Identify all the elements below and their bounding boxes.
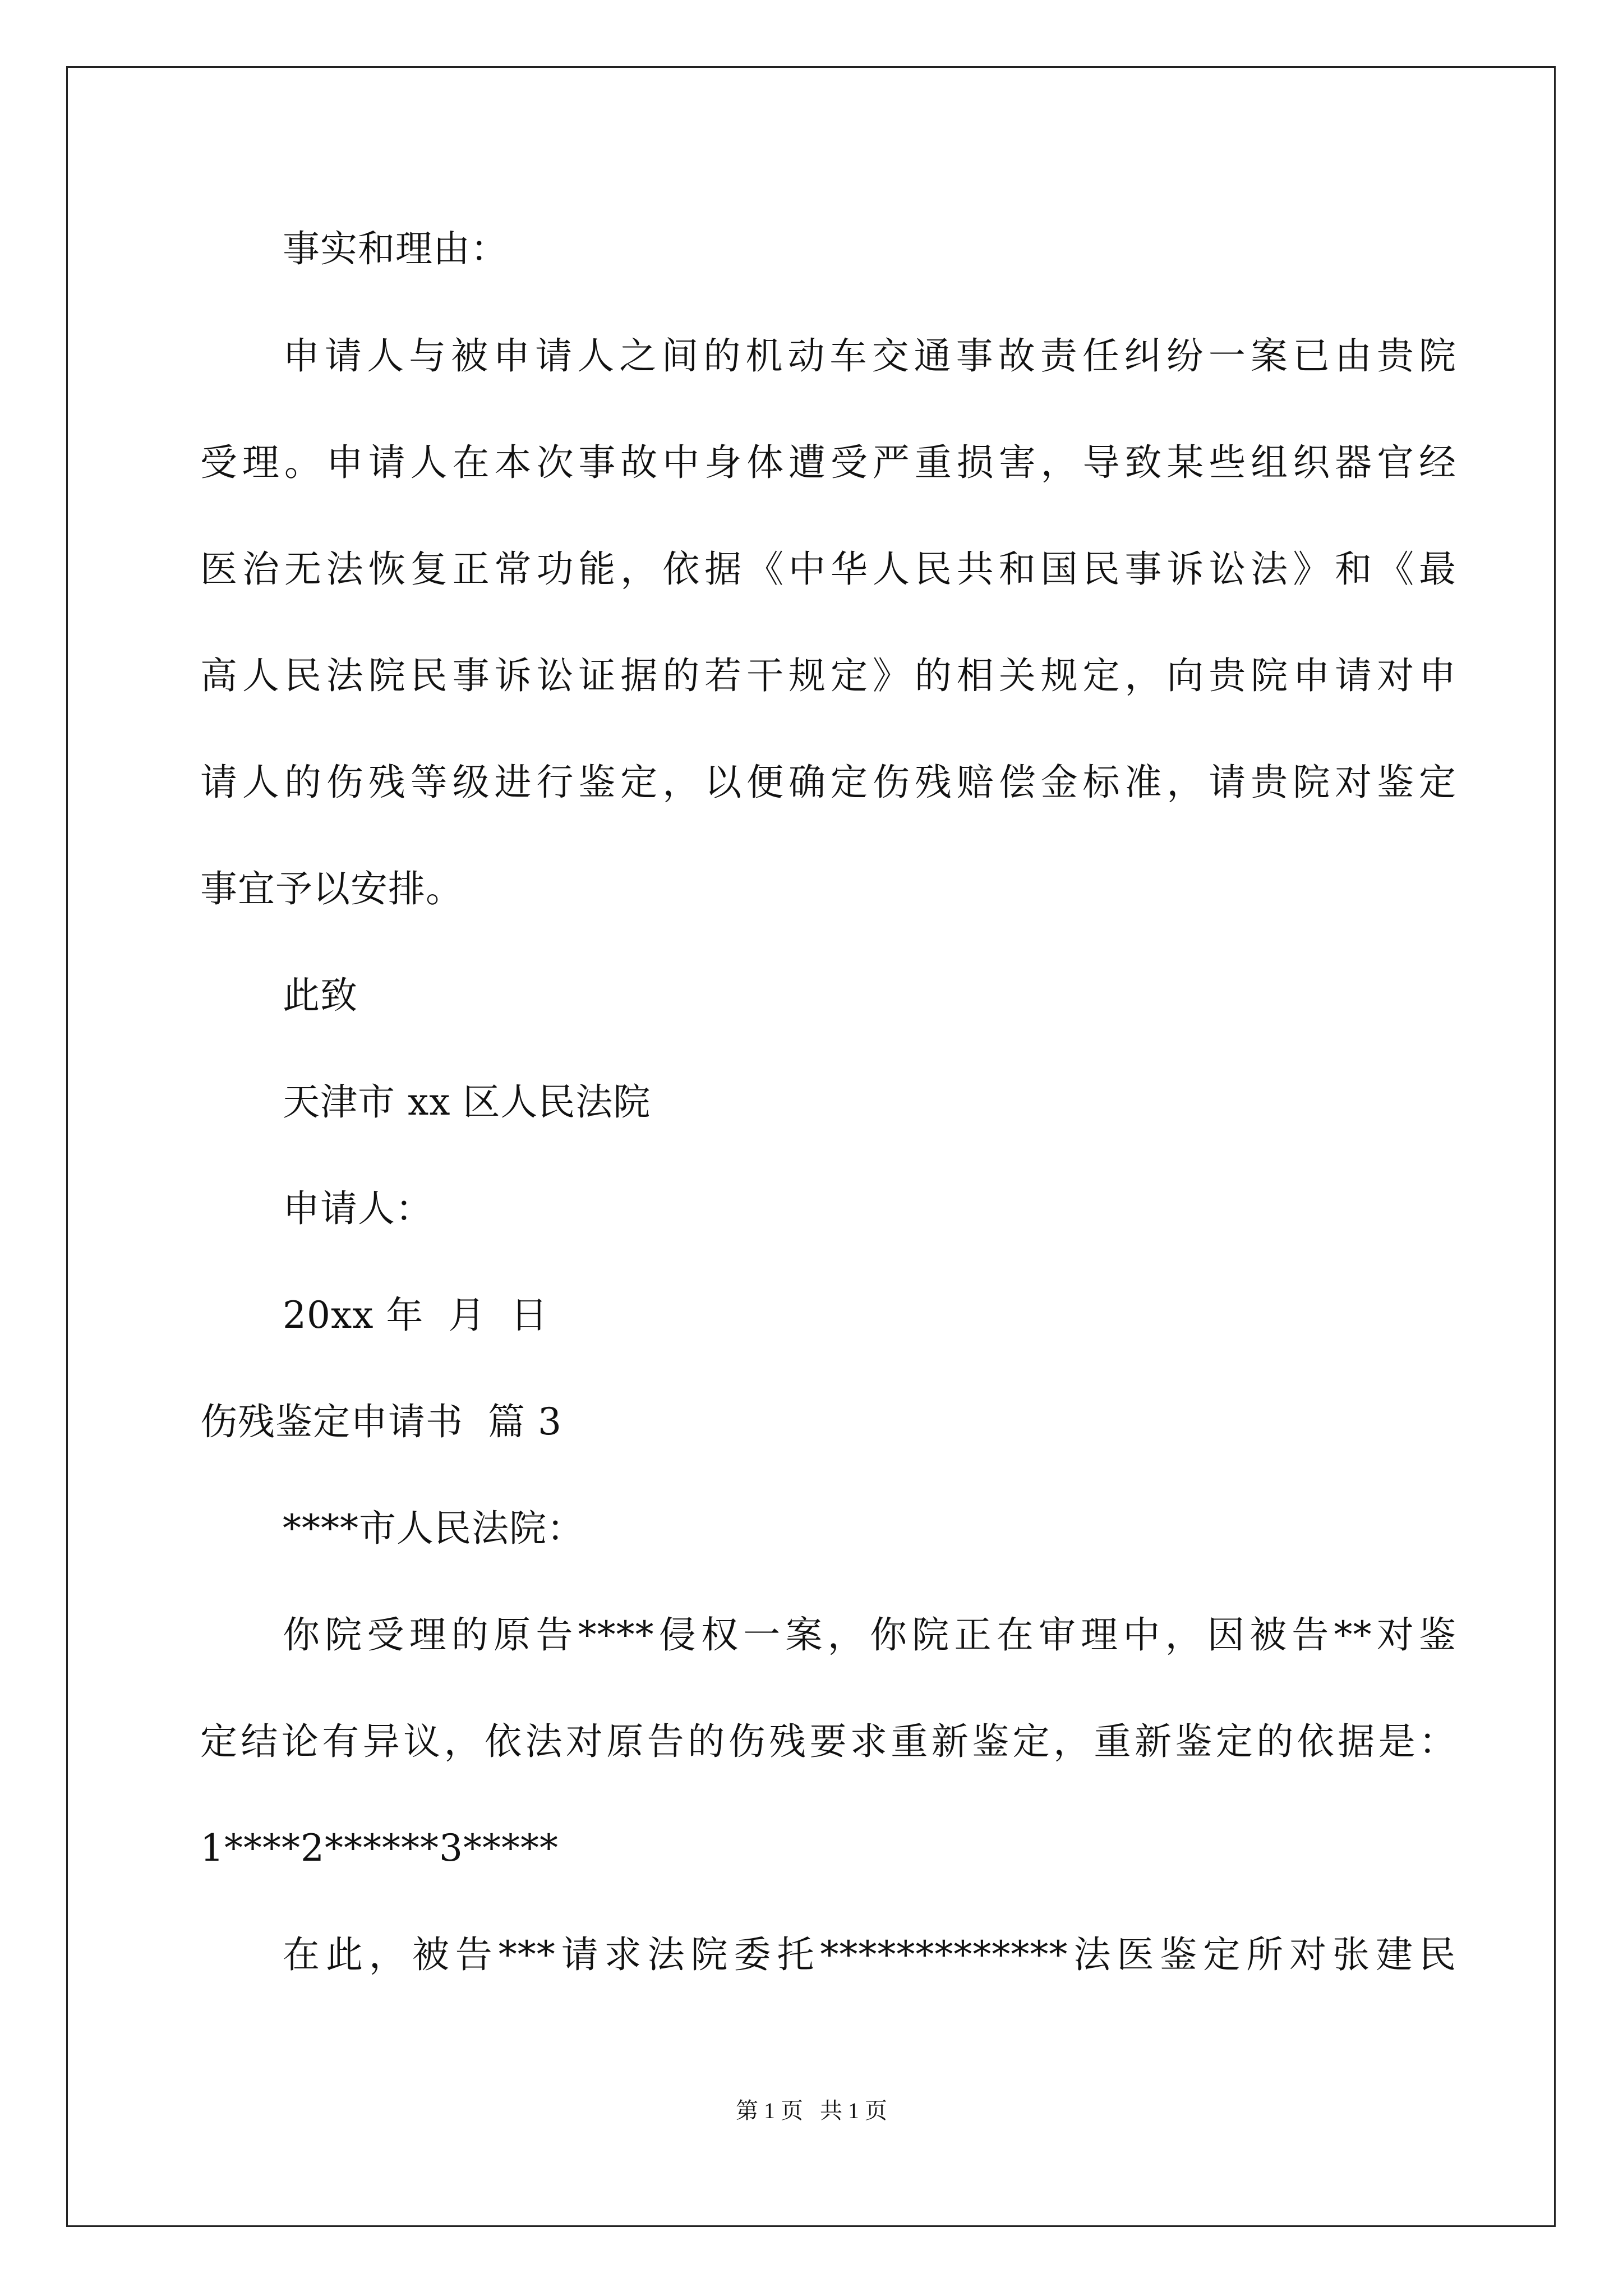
page-border xyxy=(66,66,1556,2227)
page-footer xyxy=(0,2097,1623,2125)
section-title: 伤残鉴定申请书 篇 3 xyxy=(200,1400,562,1443)
recipient-court: 天津市 xx 区人民法院 xyxy=(283,1080,651,1124)
paragraph-line: 你院受理的原告****侵权一案，你院正在审理中，因被告**对鉴 xyxy=(283,1613,1456,1657)
paragraph-line: 1****2******3***** xyxy=(200,1826,559,1870)
paragraph-line: 申请人与被申请人之间的机动车交通事故责任纠纷一案已由贵院 xyxy=(283,334,1456,378)
paragraph-line: 定结论有异议，依法对原告的伤残要求重新鉴定，重新鉴定的依据是： xyxy=(200,1720,1456,1763)
section-heading-facts: 事实和理由： xyxy=(283,227,508,270)
paragraph-line: 事宜予以安排。 xyxy=(200,867,463,910)
paragraph-line: 医治无法恢复正常功能，依据《中华人民共和国民事诉讼法》和《最 xyxy=(200,547,1456,591)
applicant-label: 申请人： xyxy=(283,1187,433,1230)
date-line: 20xx 年 月 日 xyxy=(283,1294,548,1337)
page-number: 第 1 页 共 1 页 xyxy=(736,2098,887,2123)
paragraph-line: 请人的伤残等级进行鉴定，以便确定伤残赔偿金标准，请贵院对鉴定 xyxy=(200,761,1456,804)
court-address: ****市人民法院： xyxy=(283,1507,584,1550)
paragraph-line: 在此，被告***请求法院委托*************法医鉴定所对张建民 xyxy=(283,1933,1456,1976)
salutation: 此致 xyxy=(283,974,358,1017)
paragraph-line: 高人民法院民事诉讼证据的若干规定》的相关规定，向贵院申请对申 xyxy=(200,654,1456,697)
paragraph-line: 受理。申请人在本次事故中身体遭受严重损害，导致某些组织器官经 xyxy=(200,441,1456,484)
